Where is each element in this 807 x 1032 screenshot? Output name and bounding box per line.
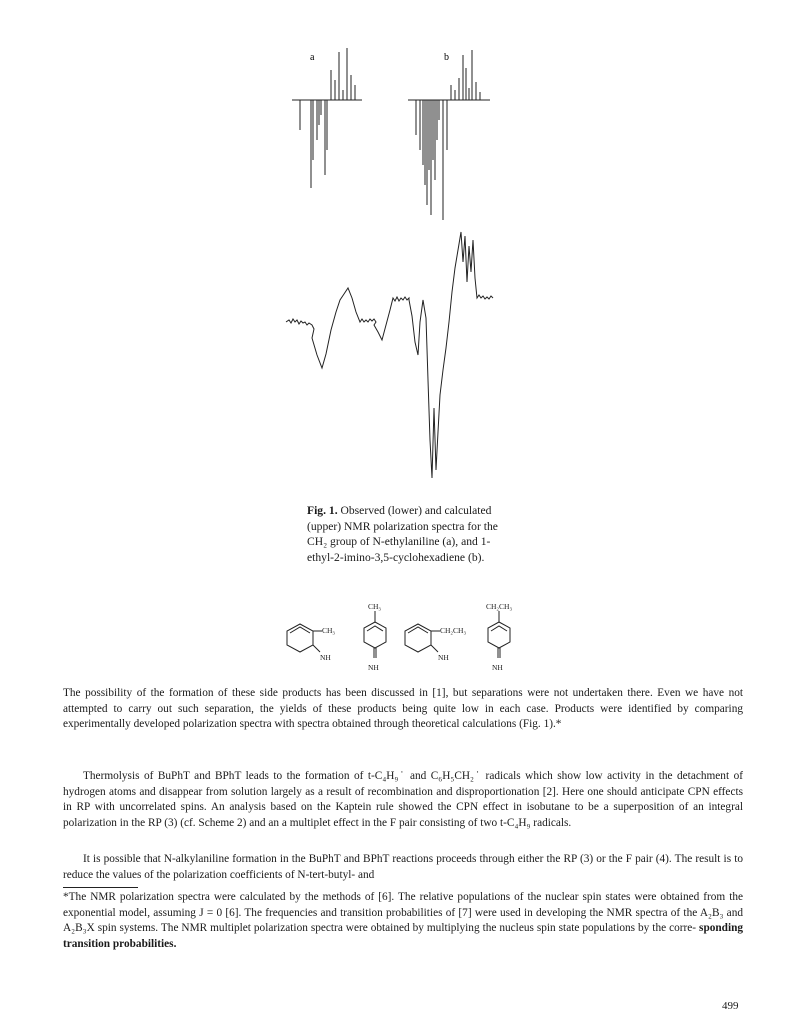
figure-caption-label: Fig. 1.: [307, 504, 338, 517]
structure-1-nh: NH: [320, 653, 331, 662]
structure-2-nh: NH: [368, 663, 379, 672]
structure-4-ring: [488, 611, 510, 658]
panel-b-label: b: [444, 52, 449, 63]
structure-4-substituent: CH₂CH₃: [486, 602, 513, 611]
structure-3-nh: NH: [438, 653, 449, 662]
spectrum-observed: [286, 232, 493, 478]
paragraph-2: Thermolysis of BuPhT and BPhT leads to the formation of t-C₄H₉˙ and C₆H₅CH₂˙ radicals which show low activity in the detachment of hydrogen atoms and disappear from solution largely as a result of recombination and disproportionation [2]. Here one should anticipate CPN effects in RP with uncorrelated spins. An analysis based on the Kaptein rule showed the CPN effect in isobutane to be a superposition of an integral polarization in the RP (3) (cf. Scheme 2) and an a multiplet effect in the F pair consisting of two t-C₄H₉ radicals.: [63, 770, 743, 829]
structure-4-nh: NH: [492, 663, 503, 672]
structure-3-ring: [405, 624, 440, 652]
structure-2-ring: [364, 611, 386, 658]
figure-caption: [307, 503, 512, 565]
paragraph-3: It is possible that N-alkylaniline formation in the BuPhT and BPhT reactions proceeds through either the RP (3) or the F pair (4). The result is to reduce the values of the polarization coefficients of N-tert-butyl- and: [63, 853, 743, 881]
structure-2-substituent: CH₃: [368, 602, 382, 611]
panel-a-label: a: [310, 52, 315, 63]
structure-1-ring: [287, 624, 322, 652]
spectrum-a-calculated: [292, 48, 362, 188]
figure-1: [0, 0, 807, 500]
paragraph-1: The possibility of the formation of these side products has been discussed in [1], but separations were not undertaken there. Even we have not attempted to carry out such separation, the yields of these products being quite low in each case. Products were identified by comparing experimentally developed polarization spectra with spectra obtained through theoretical calculations (Fig. 1).*: [63, 687, 743, 731]
figure-caption-text: Observed (lower) and calculated (upper) NMR polarization spectra for the CH₂ group of N-ethylaniline (a), and 1-ethyl-2-imino-3,5-cyclohexadiene (b).: [307, 504, 498, 564]
footnote-emphasis: sponding transition probabilities.: [63, 922, 744, 950]
spectrum-b-calculated: [408, 50, 490, 220]
footnote-rule: [63, 887, 138, 888]
page-number: 499: [722, 1000, 739, 1012]
footnote: [63, 890, 743, 952]
structure-3-substituent: CH₂CH₃: [440, 626, 467, 635]
structure-drawings: [0, 600, 807, 680]
chemical-structures: [0, 600, 807, 680]
structure-1-substituent: CH₃: [322, 626, 336, 635]
footnote-text: *The NMR polarization spectra were calculated by the methods of [6]. The relative populations of the nuclear spin states were obtained from the exponential model, assuming J = 0 [6]. The frequencies and transition probabilities of [7] were used in developing the NMR spectra of the A₂B₃ and A₂B₃X spin systems. The NMR multiplet polarization spectra were obtained by multiplying the nucleus spin state populations by the corre-: [63, 891, 743, 935]
